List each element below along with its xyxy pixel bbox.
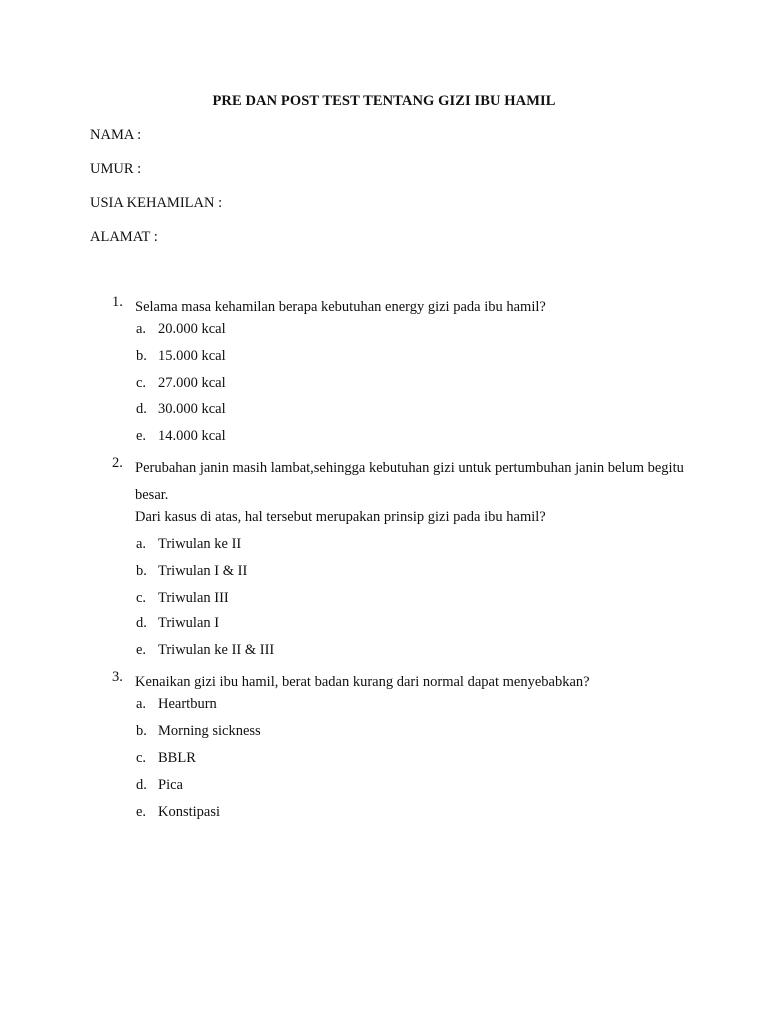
option-letter: d. — [136, 401, 147, 417]
option-letter: b. — [136, 563, 147, 579]
option-text: Konstipasi — [158, 804, 221, 820]
question-number: 3. — [112, 669, 123, 685]
option-letter: c. — [136, 750, 147, 766]
option-text: Triwulan ke II — [158, 536, 242, 552]
option-text: 14.000 kcal — [158, 428, 226, 444]
option-letter: e. — [136, 428, 147, 444]
question-number: 1. — [112, 294, 123, 310]
option-letter: b. — [136, 348, 147, 364]
question-text: Kenaikan gizi ibu hamil, berat badan kurang dari normal dapat menyebabkan? — [135, 674, 590, 690]
option-letter: e. — [136, 804, 147, 820]
option-text: Triwulan I — [158, 615, 220, 631]
option-letter: d. — [136, 615, 147, 631]
option-text: 27.000 kcal — [158, 375, 226, 391]
field-usia-kehamilan: USIA KEHAMILAN : — [90, 195, 223, 211]
option-text: Heartburn — [158, 696, 217, 712]
option-text: Morning sickness — [158, 723, 261, 739]
option-text: Triwulan ke II & III — [158, 642, 275, 658]
option-text: 30.000 kcal — [158, 401, 226, 417]
option-text: BBLR — [158, 750, 196, 766]
page-title: PRE DAN POST TEST TENTANG GIZI IBU HAMIL — [212, 93, 556, 109]
option-letter: c. — [136, 590, 147, 606]
option-letter: a. — [136, 696, 147, 712]
option-text: 15.000 kcal — [158, 348, 226, 364]
question-text: Perubahan janin masih lambat,sehingga kebutuhan gizi untuk pertumbuhan janin belum begitu besar. — [135, 460, 684, 503]
option-text: 20.000 kcal — [158, 321, 226, 337]
field-alamat: ALAMAT : — [90, 229, 158, 245]
option-text: Pica — [158, 777, 183, 793]
question-2-followup: Dari kasus di atas, hal tersebut merupakan prinsip gizi pada ibu hamil? — [135, 509, 546, 525]
question-text: Selama masa kehamilan berapa kebutuhan energy gizi pada ibu hamil? — [135, 299, 546, 315]
option-text: Triwulan I & II — [158, 563, 248, 579]
option-letter: a. — [136, 536, 147, 552]
option-text: Triwulan III — [158, 590, 229, 606]
field-umur: UMUR : — [90, 161, 142, 177]
question-number: 2. — [112, 455, 123, 471]
option-letter: d. — [136, 777, 147, 793]
option-letter: e. — [136, 642, 147, 658]
field-nama: NAMA : — [90, 127, 142, 143]
option-letter: c. — [136, 375, 147, 391]
option-letter: a. — [136, 321, 147, 337]
option-letter: b. — [136, 723, 147, 739]
